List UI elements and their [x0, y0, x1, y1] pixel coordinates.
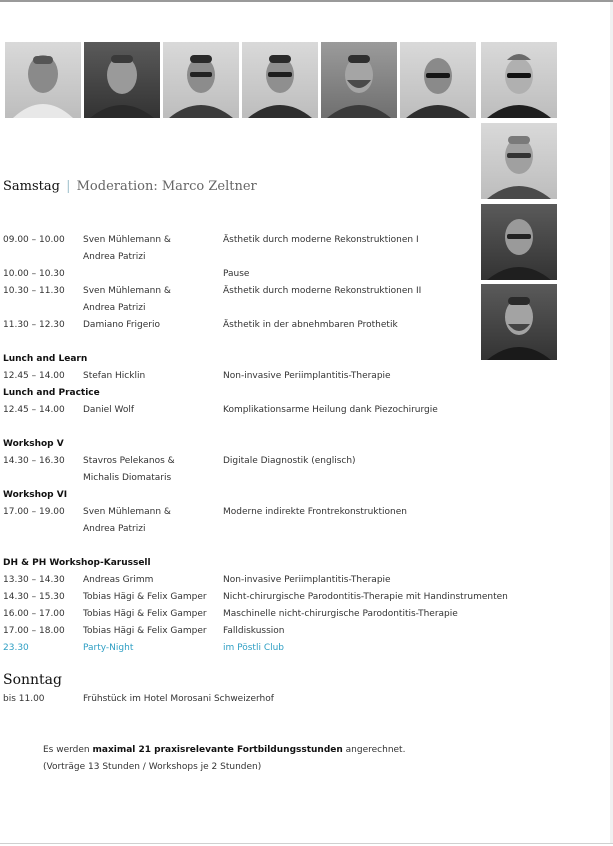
speaker-photo-7 — [481, 42, 557, 118]
section-title-lunch-learn: Lunch and Learn — [3, 354, 88, 364]
top-rule — [0, 0, 613, 2]
speaker-photo-1 — [5, 42, 81, 118]
speaker-photo-9 — [481, 204, 557, 280]
speaker-photo-6 — [400, 42, 476, 118]
section-title-lunch-practice: Lunch and Practice — [3, 388, 100, 398]
credit-hours-breakdown: (Vorträge 13 Stunden / Workshops je 2 Stunden) — [43, 762, 262, 772]
section-title-workshop-6: Workshop VI — [3, 490, 68, 500]
speaker-photo-10 — [481, 284, 557, 360]
speaker-photo-8 — [481, 123, 557, 199]
samstag-heading — [3, 179, 257, 194]
sonntag-heading: Sonntag — [3, 672, 62, 688]
heading-separator: | — [66, 179, 71, 194]
speaker-photo-2 — [84, 42, 160, 118]
speaker-photo-3 — [163, 42, 239, 118]
credit-hours-bold: maximal 21 praxisrelevante Fortbildungsstunden — [92, 745, 343, 755]
section-title-workshop-5: Workshop V — [3, 439, 64, 449]
credit-hours-note: Es werden maximal 21 praxisrelevante Fortbildungsstunden angerechnet. — [43, 745, 406, 755]
speaker-photo-5 — [321, 42, 397, 118]
bottom-rule — [0, 843, 613, 844]
speaker-photo-4 — [242, 42, 318, 118]
moderation-label: Moderation: Marco Zeltner — [76, 179, 257, 194]
section-title-karussell: DH & PH Workshop-Karussell — [3, 558, 151, 568]
day-label: Samstag — [3, 179, 60, 194]
